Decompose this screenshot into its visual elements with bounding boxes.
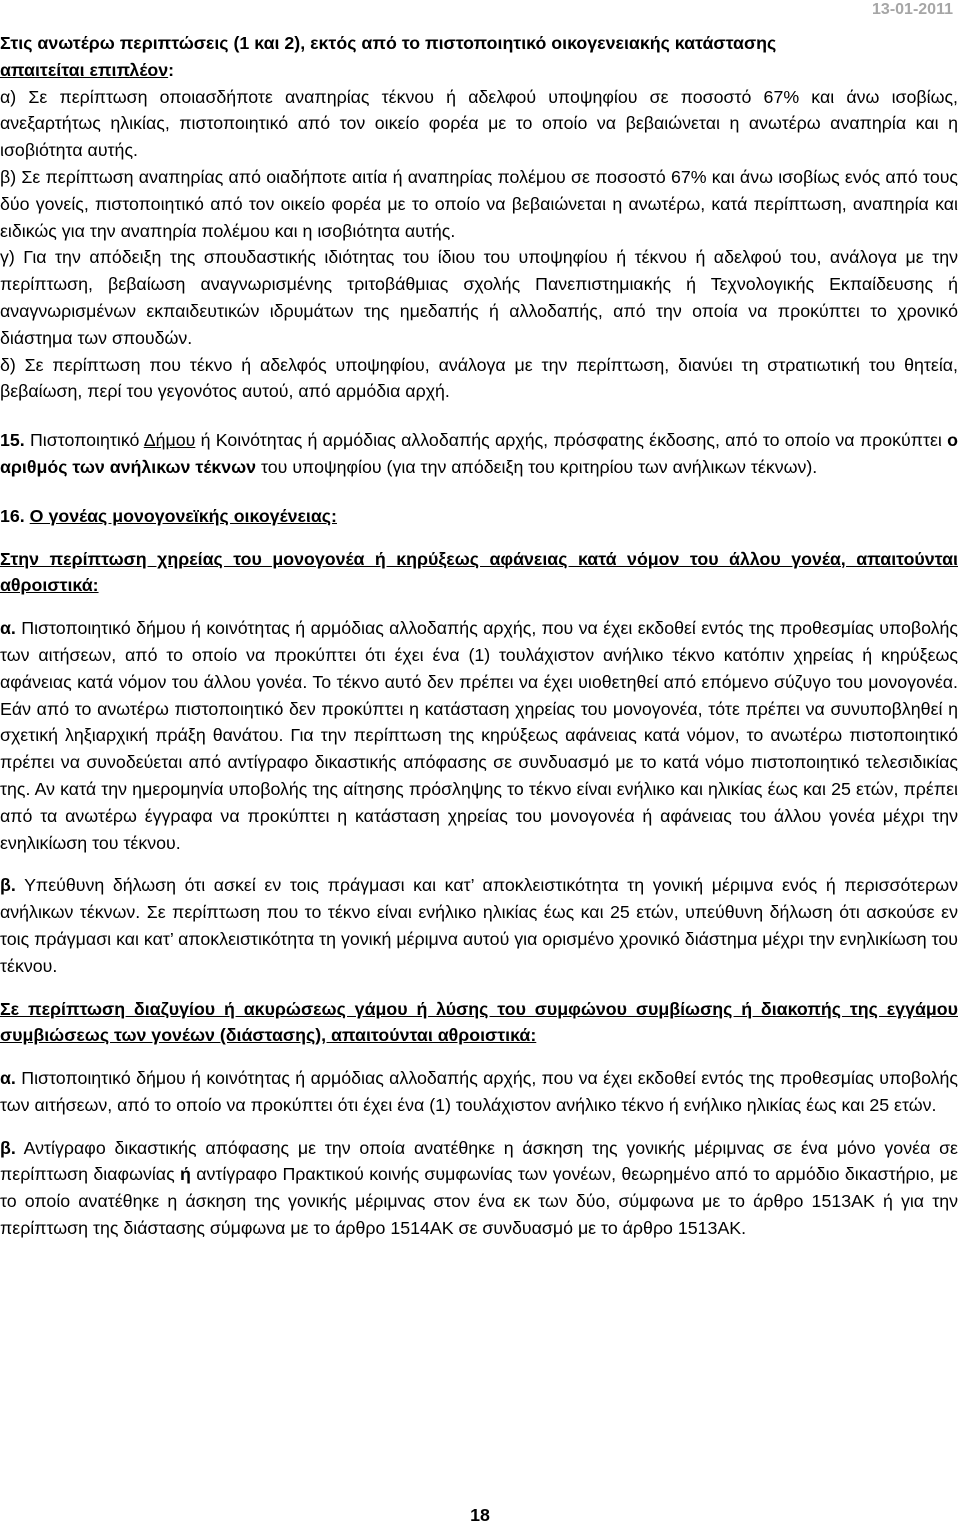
widow-item-b-label: β.: [0, 875, 16, 896]
widow-item-a: [0, 615, 958, 856]
section-15-text-1: Πιστοποιητικό: [24, 430, 144, 451]
header-date: 13-01-2011: [872, 1, 953, 18]
page-number: 18: [470, 1505, 490, 1525]
widow-heading: Στην περίπτωση χηρείας του μονογονέα ή κηρύξεως αφάνειας κατά νόμον του άλλου γονέα, απαιτούνται αθροιστικά:: [0, 548, 958, 596]
section-16-title: [0, 503, 958, 530]
section-15-bold: ο αριθμός των ανήλικων τέκνων: [0, 430, 958, 477]
divorce-item-b-label: β.: [0, 1137, 16, 1158]
widow-item-b-text: Υπεύθυνη δήλωση ότι ασκεί εν τοις πράγμασι και κατ’ αποκλειστικότητα τη γονική μέριμνα ενός ή περισσότερων ανήλικων τέκνων. Σε περίπτωση που το τέκνο είναι ενήλικο ηλικίας έως και 25 ετών, υπεύθυνη δήλωση ότι ασκούσε εν τοις πράγμασι και κατ’ αποκλειστικότητα τη γονική μέριμνα αυτού για ορισμένο χρονικό διάστημα μέχρι την ενηλικίωση του τέκνου.: [0, 875, 958, 976]
widow-item-a-text: Πιστοποιητικό δήμου ή κοινότητας ή αρμόδιας αλλοδαπής αρχής, που να έχει εκδοθεί εντός της προθεσμίας υποβολής των αιτήσεων, από το οποίο να προκύπτει ότι έχει ένα (1) τουλάχιστον ανήλικο τέκνο κατόπιν χηρείας ή κηρύξεως αφάνειας κατά νόμον του άλλου γονέα. Το τέκνο αυτό δεν πρέπει να έχει υιοθετηθεί από επόμενο σύζυγο του μονογονέα. Εάν από το ανωτέρω πιστοποιητικό δεν προκύπτει η κατάσταση χηρείας του μονογονέα, τότε πρέπει να συνυποβληθεί η σχετική ληξιαρχική πράξη θανάτου. Για την περίπτωση της κηρύξεως αφάνειας κατά νόμον, το ανωτέρω πιστοποιητικό πρέπει να συνοδεύεται από αντίγραφο δικαστικής απόφασης σε συνδυασμό με το κατά νόμο πιστοποιητικό τελεσιδικίας της. Αν κατά την ημερομηνία υποβολής της αίτησης πρόσληψης το τέκνο είναι ενήλικο και ηλικίας έως και 25 ετών, πρέπει από τα ανωτέρω έγγραφα να προκύπτει η κατάσταση χηρείας του μονογονέα ή αφάνειας του άλλου γονέα μέχρι την ενηλικίωση του τέκνου.: [0, 618, 958, 853]
section-15-text-2: ή Κοινότητας ή αρμόδιας αλλοδαπής αρχής, πρόσφατης έκδοσης, από το οποίο να προκύπτει: [195, 430, 948, 451]
intro-line-1: Στις ανωτέρω περιπτώσεις (1 και 2), εκτός από το πιστοποιητικό οικογενειακής κατάστασης: [0, 33, 777, 53]
widow-item-a-label: α.: [0, 618, 16, 639]
section-16-heading: Ο γονέας μονογονεϊκής οικογένειας:: [29, 505, 337, 526]
section-15-number: 15.: [0, 430, 25, 451]
intro-colon: :: [168, 59, 175, 80]
item-d: δ) Σε περίπτωση που τέκνο ή αδελφός υποψηφίου, ανάλογα με την περίπτωση, διανύει τη στρατιωτική του θητεία, βεβαίωση, περί του γεγονότος αυτού, από αρμόδια αρχή.: [0, 354, 958, 402]
divorce-item-a: [0, 1065, 958, 1119]
divorce-item-a-text: Πιστοποιητικό δήμου ή κοινότητας ή αρμόδιας αλλοδαπής αρχής, που να έχει εκδοθεί εντός της προθεσμίας υποβολής των αιτήσεων, από το οποίο να προκύπτει ότι έχει ένα (1) τουλάχιστον ανήλικο τέκνο ή ενήλικο ηλικίας έως και 25 ετών.: [0, 1068, 958, 1115]
section-15: [0, 427, 958, 481]
intro-line-2: απαιτείται επιπλέον: [0, 59, 169, 80]
document-body: [0, 30, 958, 1242]
divorce-item-b-or: ή: [180, 1164, 191, 1185]
intro-paragraph: [0, 30, 958, 84]
divorce-item-b: [0, 1135, 958, 1242]
item-c: γ) Για την απόδειξη της σπουδαστικής ιδιότητας του ίδιου του υποψηφίου ή τέκνου ή αδελφού του, ανάλογα με την περίπτωση, βεβαίωση αναγνωρισμένης τριτοβάθμιας σχολής Πανεπιστημιακής ή Τεχνολογικής Εκπαίδευσης ή αναγνωρισμένων εκπαιδευτικών ιδρυμάτων της ημεδαπής ή αλλοδαπής, από την οποία να προκύπτει το χρονικό διάστημα των σπουδών.: [0, 247, 958, 348]
section-16-number: 16.: [0, 505, 25, 526]
divorce-item-b-text-2: αντίγραφο Πρακτικού κοινής συμφωνίας των γονέων, θεωρημένο από το αρμόδιο δικαστήριο, με το οποίο ανατέθηκε η άσκηση της γονικής μέριμνας στον ένα εκ των δύο, σύμφωνα με το άρθρο 1513ΑΚ ή για την περίπτωση της διάστασης σύμφωνα με το άρθρο 1514ΑΚ σε συνδυασμό με το άρθρο 1513ΑΚ.: [0, 1164, 958, 1239]
divorce-heading: Σε περίπτωση διαζυγίου ή ακυρώσεως γάμου ή λύσης του συμφώνου συμβίωσης ή διακοπής της εγγάμου συμβιώσεως των γονέων (διάστασης), απαιτούνται αθροιστικά:: [0, 998, 958, 1046]
item-a: α) Σε περίπτωση οποιασδήποτε αναπηρίας τέκνου ή αδελφού υποψηφίου σε ποσοστό 67% και άνω ισοβίως, ανεξαρτήτως ηλικίας, πιστοποιητικό από τον οικείο φορέα με το οποίο να βεβαιώνεται η ανωτέρω αναπηρία και η ισοβιότητα αυτής.: [0, 86, 958, 161]
divorce-item-a-label: α.: [0, 1068, 16, 1089]
section-15-dimos: Δήμου: [143, 430, 196, 451]
widow-item-b: [0, 872, 958, 979]
item-b: β) Σε περίπτωση αναπηρίας από οιαδήποτε αιτία ή αναπηρίας πολέμου σε ποσοστό 67% και άνω ισοβίως ενός από τους δύο γονείς, πιστοποιητικό από τον οικείο φορέα με το οποίο να βεβαιώνεται η ανωτέρω, κατά περίπτωση, αναπηρία και ειδικώς για την αναπηρία πολέμου και η ισοβιότητα αυτής.: [0, 166, 958, 241]
divorce-item-b-text-1: Αντίγραφο δικαστικής απόφασης με την οποία ανατέθηκε η άσκηση της γονικής μέριμνας σε ένα μόνο γονέα σε περίπτωση διαφωνίας: [0, 1137, 958, 1185]
section-15-text-3: του υποψηφίου (για την απόδειξη του κριτηρίου των ανήλικων τέκνων).: [256, 456, 818, 477]
